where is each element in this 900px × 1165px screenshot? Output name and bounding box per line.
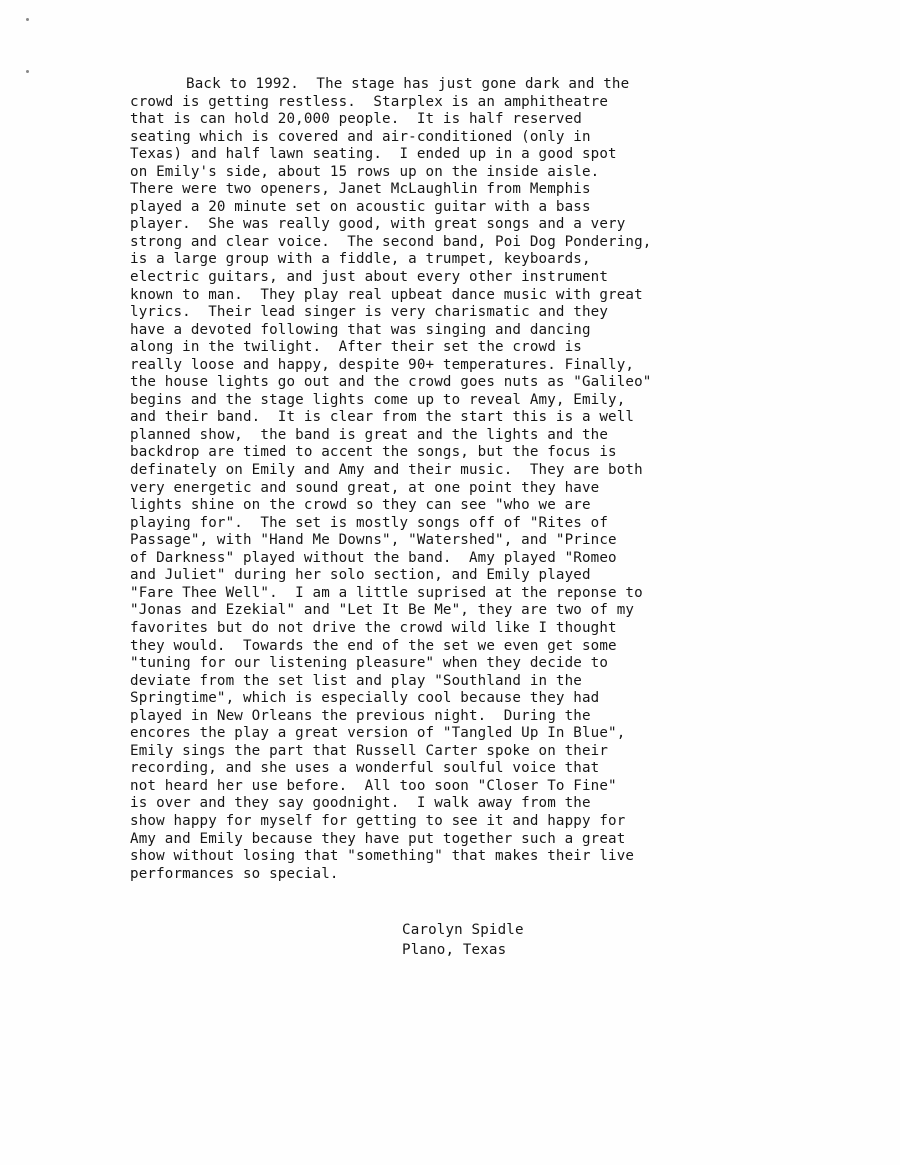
- body-line: electric guitars, and just about every other instrument: [130, 269, 609, 286]
- body-line: definately on Emily and Amy and their music. They are both: [130, 462, 643, 479]
- scan-speck: [26, 18, 29, 21]
- body-line: show happy for myself for getting to see it and happy for: [130, 812, 626, 829]
- body-line: played a 20 minute set on acoustic guitar with a bass: [130, 198, 591, 215]
- body-line: very energetic and sound great, at one point they have: [130, 479, 600, 496]
- body-line: planned show, the band is great and the lights and the: [130, 426, 609, 443]
- body-line: the house lights go out and the crowd goes nuts as "Galileo": [130, 374, 652, 391]
- body-line: player. She was really good, with great songs and a very: [130, 216, 626, 233]
- body-line: lights shine on the crowd so they can see "who we are: [130, 497, 591, 514]
- body-line: backdrop are timed to accent the songs, but the focus is: [130, 444, 617, 461]
- body-line: favorites but do not drive the crowd wild like I thought: [130, 619, 617, 636]
- body-line: Passage", with "Hand Me Downs", "Watershed", and "Prince: [130, 532, 617, 549]
- body-line: really loose and happy, despite 90+ temperatures. Finally,: [130, 356, 635, 373]
- body-line: encores the play a great version of "Tangled Up In Blue",: [130, 725, 626, 742]
- signature-location: Plano, Texas: [402, 942, 507, 958]
- body-line: lyrics. Their lead singer is very charismatic and they: [130, 304, 609, 321]
- body-line: playing for". The set is mostly songs off of "Rites of: [130, 514, 609, 531]
- body-line: and Juliet" during her solo section, and Emily played: [130, 567, 591, 584]
- body-line: is over and they say goodnight. I walk away from the: [130, 795, 591, 812]
- body-line: Springtime", which is especially cool because they had: [130, 690, 600, 707]
- body-line: strong and clear voice. The second band, Poi Dog Pondering,: [130, 233, 652, 250]
- body-line: There were two openers, Janet McLaughlin from Memphis: [130, 181, 591, 198]
- letter-body: [130, 76, 770, 883]
- body-line: "Jonas and Ezekial" and "Let It Be Me", they are two of my: [130, 602, 635, 619]
- body-line: played in New Orleans the previous night. During the: [130, 707, 591, 724]
- body-line: on Emily's side, about 15 rows up on the inside aisle.: [130, 163, 600, 180]
- signature-name: Carolyn Spidle: [402, 922, 524, 938]
- body-line: show without losing that "something" that makes their live: [130, 848, 635, 865]
- body-line: "Fare Thee Well". I am a little suprised at the reponse to: [130, 584, 643, 601]
- signature-block: [402, 920, 524, 960]
- body-line: that is can hold 20,000 people. It is half reserved: [130, 111, 582, 128]
- scan-speck: [26, 70, 29, 73]
- body-line: they would. Towards the end of the set we even get some: [130, 637, 617, 654]
- body-line: recording, and she uses a wonderful soulful voice that: [130, 760, 600, 777]
- body-line: Texas) and half lawn seating. I ended up in a good spot: [130, 146, 617, 163]
- body-line: have a devoted following that was singing and dancing: [130, 321, 591, 338]
- body-line: of Darkness" played without the band. Amy played "Romeo: [130, 549, 617, 566]
- body-line: Back to 1992. The stage has just gone dark and the: [186, 76, 630, 92]
- body-line: deviate from the set list and play "Southland in the: [130, 672, 582, 689]
- body-line: is a large group with a fiddle, a trumpet, keyboards,: [130, 251, 591, 268]
- body-line: "tuning for our listening pleasure" when they decide to: [130, 655, 609, 672]
- body-line: Amy and Emily because they have put together such a great: [130, 830, 626, 847]
- body-line: along in the twilight. After their set the crowd is: [130, 339, 582, 356]
- body-line: crowd is getting restless. Starplex is an amphitheatre: [130, 93, 609, 110]
- body-line: Emily sings the part that Russell Carter spoke on their: [130, 742, 609, 759]
- body-line: seating which is covered and air-conditioned (only in: [130, 128, 591, 145]
- body-line: begins and the stage lights come up to reveal Amy, Emily,: [130, 391, 626, 408]
- body-line: known to man. They play real upbeat dance music with great: [130, 286, 643, 303]
- body-line: not heard her use before. All too soon "Closer To Fine": [130, 777, 617, 794]
- body-line: performances so special.: [130, 865, 339, 882]
- body-line: and their band. It is clear from the start this is a well: [130, 409, 635, 426]
